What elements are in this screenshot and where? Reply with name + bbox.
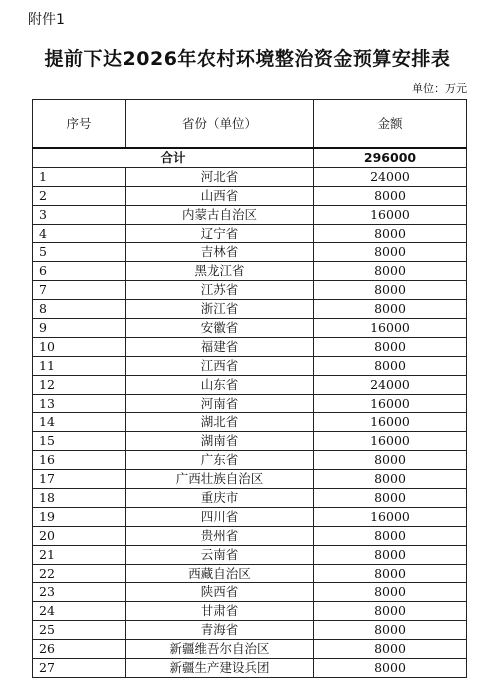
row-amount: 16000	[314, 432, 467, 451]
row-province: 山东省	[126, 375, 314, 394]
document-title: 提前下达2026年农村环境整治资金预算安排表	[44, 48, 451, 70]
row-province: 新疆维吾尔自治区	[126, 640, 314, 659]
table-row	[33, 337, 467, 356]
row-seq: 18	[33, 489, 126, 508]
row-amount: 8000	[314, 659, 467, 678]
row-seq: 16	[33, 451, 126, 470]
table-row	[33, 356, 467, 375]
header-amount: 金额	[314, 100, 467, 149]
table-row	[33, 659, 467, 678]
row-province: 甘肃省	[126, 602, 314, 621]
row-amount: 8000	[314, 526, 467, 545]
row-seq: 13	[33, 394, 126, 413]
table-row	[33, 394, 467, 413]
row-province: 青海省	[126, 621, 314, 640]
row-amount: 8000	[314, 300, 467, 319]
row-amount: 24000	[314, 167, 467, 186]
row-seq: 8	[33, 300, 126, 319]
row-amount: 8000	[314, 281, 467, 300]
table-row	[33, 451, 467, 470]
row-seq: 7	[33, 281, 126, 300]
table-row	[33, 602, 467, 621]
table-row	[33, 262, 467, 281]
table-row	[33, 470, 467, 489]
row-province: 山西省	[126, 186, 314, 205]
row-province: 西藏自治区	[126, 564, 314, 583]
row-seq: 21	[33, 545, 126, 564]
row-seq: 19	[33, 507, 126, 526]
row-seq: 22	[33, 564, 126, 583]
row-seq: 23	[33, 583, 126, 602]
row-amount: 8000	[314, 262, 467, 281]
row-amount: 8000	[314, 489, 467, 508]
table-row	[33, 545, 467, 564]
unit-label: 单位：万元	[412, 82, 467, 95]
row-seq: 4	[33, 224, 126, 243]
table-row	[33, 413, 467, 432]
row-seq: 2	[33, 186, 126, 205]
attachment-label: 附件1	[28, 12, 65, 28]
table-row	[33, 583, 467, 602]
total-amount: 296000	[314, 148, 467, 167]
table-row	[33, 281, 467, 300]
row-amount: 8000	[314, 356, 467, 375]
table-row	[33, 167, 467, 186]
table-row	[33, 300, 467, 319]
row-province: 云南省	[126, 545, 314, 564]
table-row	[33, 640, 467, 659]
row-seq: 25	[33, 621, 126, 640]
row-amount: 16000	[314, 319, 467, 338]
table-row	[33, 186, 467, 205]
row-seq: 12	[33, 375, 126, 394]
row-amount: 8000	[314, 545, 467, 564]
row-province: 辽宁省	[126, 224, 314, 243]
row-amount: 8000	[314, 451, 467, 470]
row-amount: 24000	[314, 375, 467, 394]
row-amount: 8000	[314, 564, 467, 583]
row-seq: 26	[33, 640, 126, 659]
table-row	[33, 489, 467, 508]
row-province: 河北省	[126, 167, 314, 186]
row-province: 安徽省	[126, 319, 314, 338]
table-row	[33, 243, 467, 262]
row-seq: 3	[33, 205, 126, 224]
row-seq: 17	[33, 470, 126, 489]
row-amount: 8000	[314, 621, 467, 640]
table-row	[33, 375, 467, 394]
row-seq: 11	[33, 356, 126, 375]
row-seq: 20	[33, 526, 126, 545]
row-seq: 6	[33, 262, 126, 281]
row-amount: 8000	[314, 602, 467, 621]
table-row	[33, 319, 467, 338]
total-row	[33, 148, 467, 167]
row-seq: 15	[33, 432, 126, 451]
row-province: 浙江省	[126, 300, 314, 319]
row-province: 湖北省	[126, 413, 314, 432]
row-amount: 16000	[314, 413, 467, 432]
row-amount: 8000	[314, 640, 467, 659]
row-province: 湖南省	[126, 432, 314, 451]
budget-table	[32, 99, 467, 678]
row-province: 陕西省	[126, 583, 314, 602]
row-province: 河南省	[126, 394, 314, 413]
row-seq: 5	[33, 243, 126, 262]
table-row	[33, 564, 467, 583]
row-amount: 16000	[314, 507, 467, 526]
table-row	[33, 224, 467, 243]
row-amount: 8000	[314, 224, 467, 243]
row-amount: 8000	[314, 186, 467, 205]
row-province: 内蒙古自治区	[126, 205, 314, 224]
row-seq: 1	[33, 167, 126, 186]
row-province: 福建省	[126, 337, 314, 356]
table-row	[33, 526, 467, 545]
row-amount: 8000	[314, 470, 467, 489]
row-province: 江苏省	[126, 281, 314, 300]
header-seq: 序号	[33, 100, 126, 149]
table-row	[33, 621, 467, 640]
total-label: 合计	[33, 148, 314, 167]
table-header-row	[33, 100, 467, 149]
row-seq: 9	[33, 319, 126, 338]
row-province: 黑龙江省	[126, 262, 314, 281]
row-seq: 24	[33, 602, 126, 621]
row-province: 重庆市	[126, 489, 314, 508]
row-province: 四川省	[126, 507, 314, 526]
row-amount: 8000	[314, 583, 467, 602]
row-province: 广东省	[126, 451, 314, 470]
row-province: 江西省	[126, 356, 314, 375]
table-row	[33, 507, 467, 526]
row-province: 新疆生产建设兵团	[126, 659, 314, 678]
row-amount: 16000	[314, 394, 467, 413]
row-amount: 8000	[314, 243, 467, 262]
row-amount: 16000	[314, 205, 467, 224]
row-province: 广西壮族自治区	[126, 470, 314, 489]
row-amount: 8000	[314, 337, 467, 356]
row-province: 贵州省	[126, 526, 314, 545]
row-province: 吉林省	[126, 243, 314, 262]
row-seq: 27	[33, 659, 126, 678]
table-row	[33, 432, 467, 451]
row-seq: 10	[33, 337, 126, 356]
row-seq: 14	[33, 413, 126, 432]
header-province: 省份（单位）	[126, 100, 314, 149]
table-row	[33, 205, 467, 224]
